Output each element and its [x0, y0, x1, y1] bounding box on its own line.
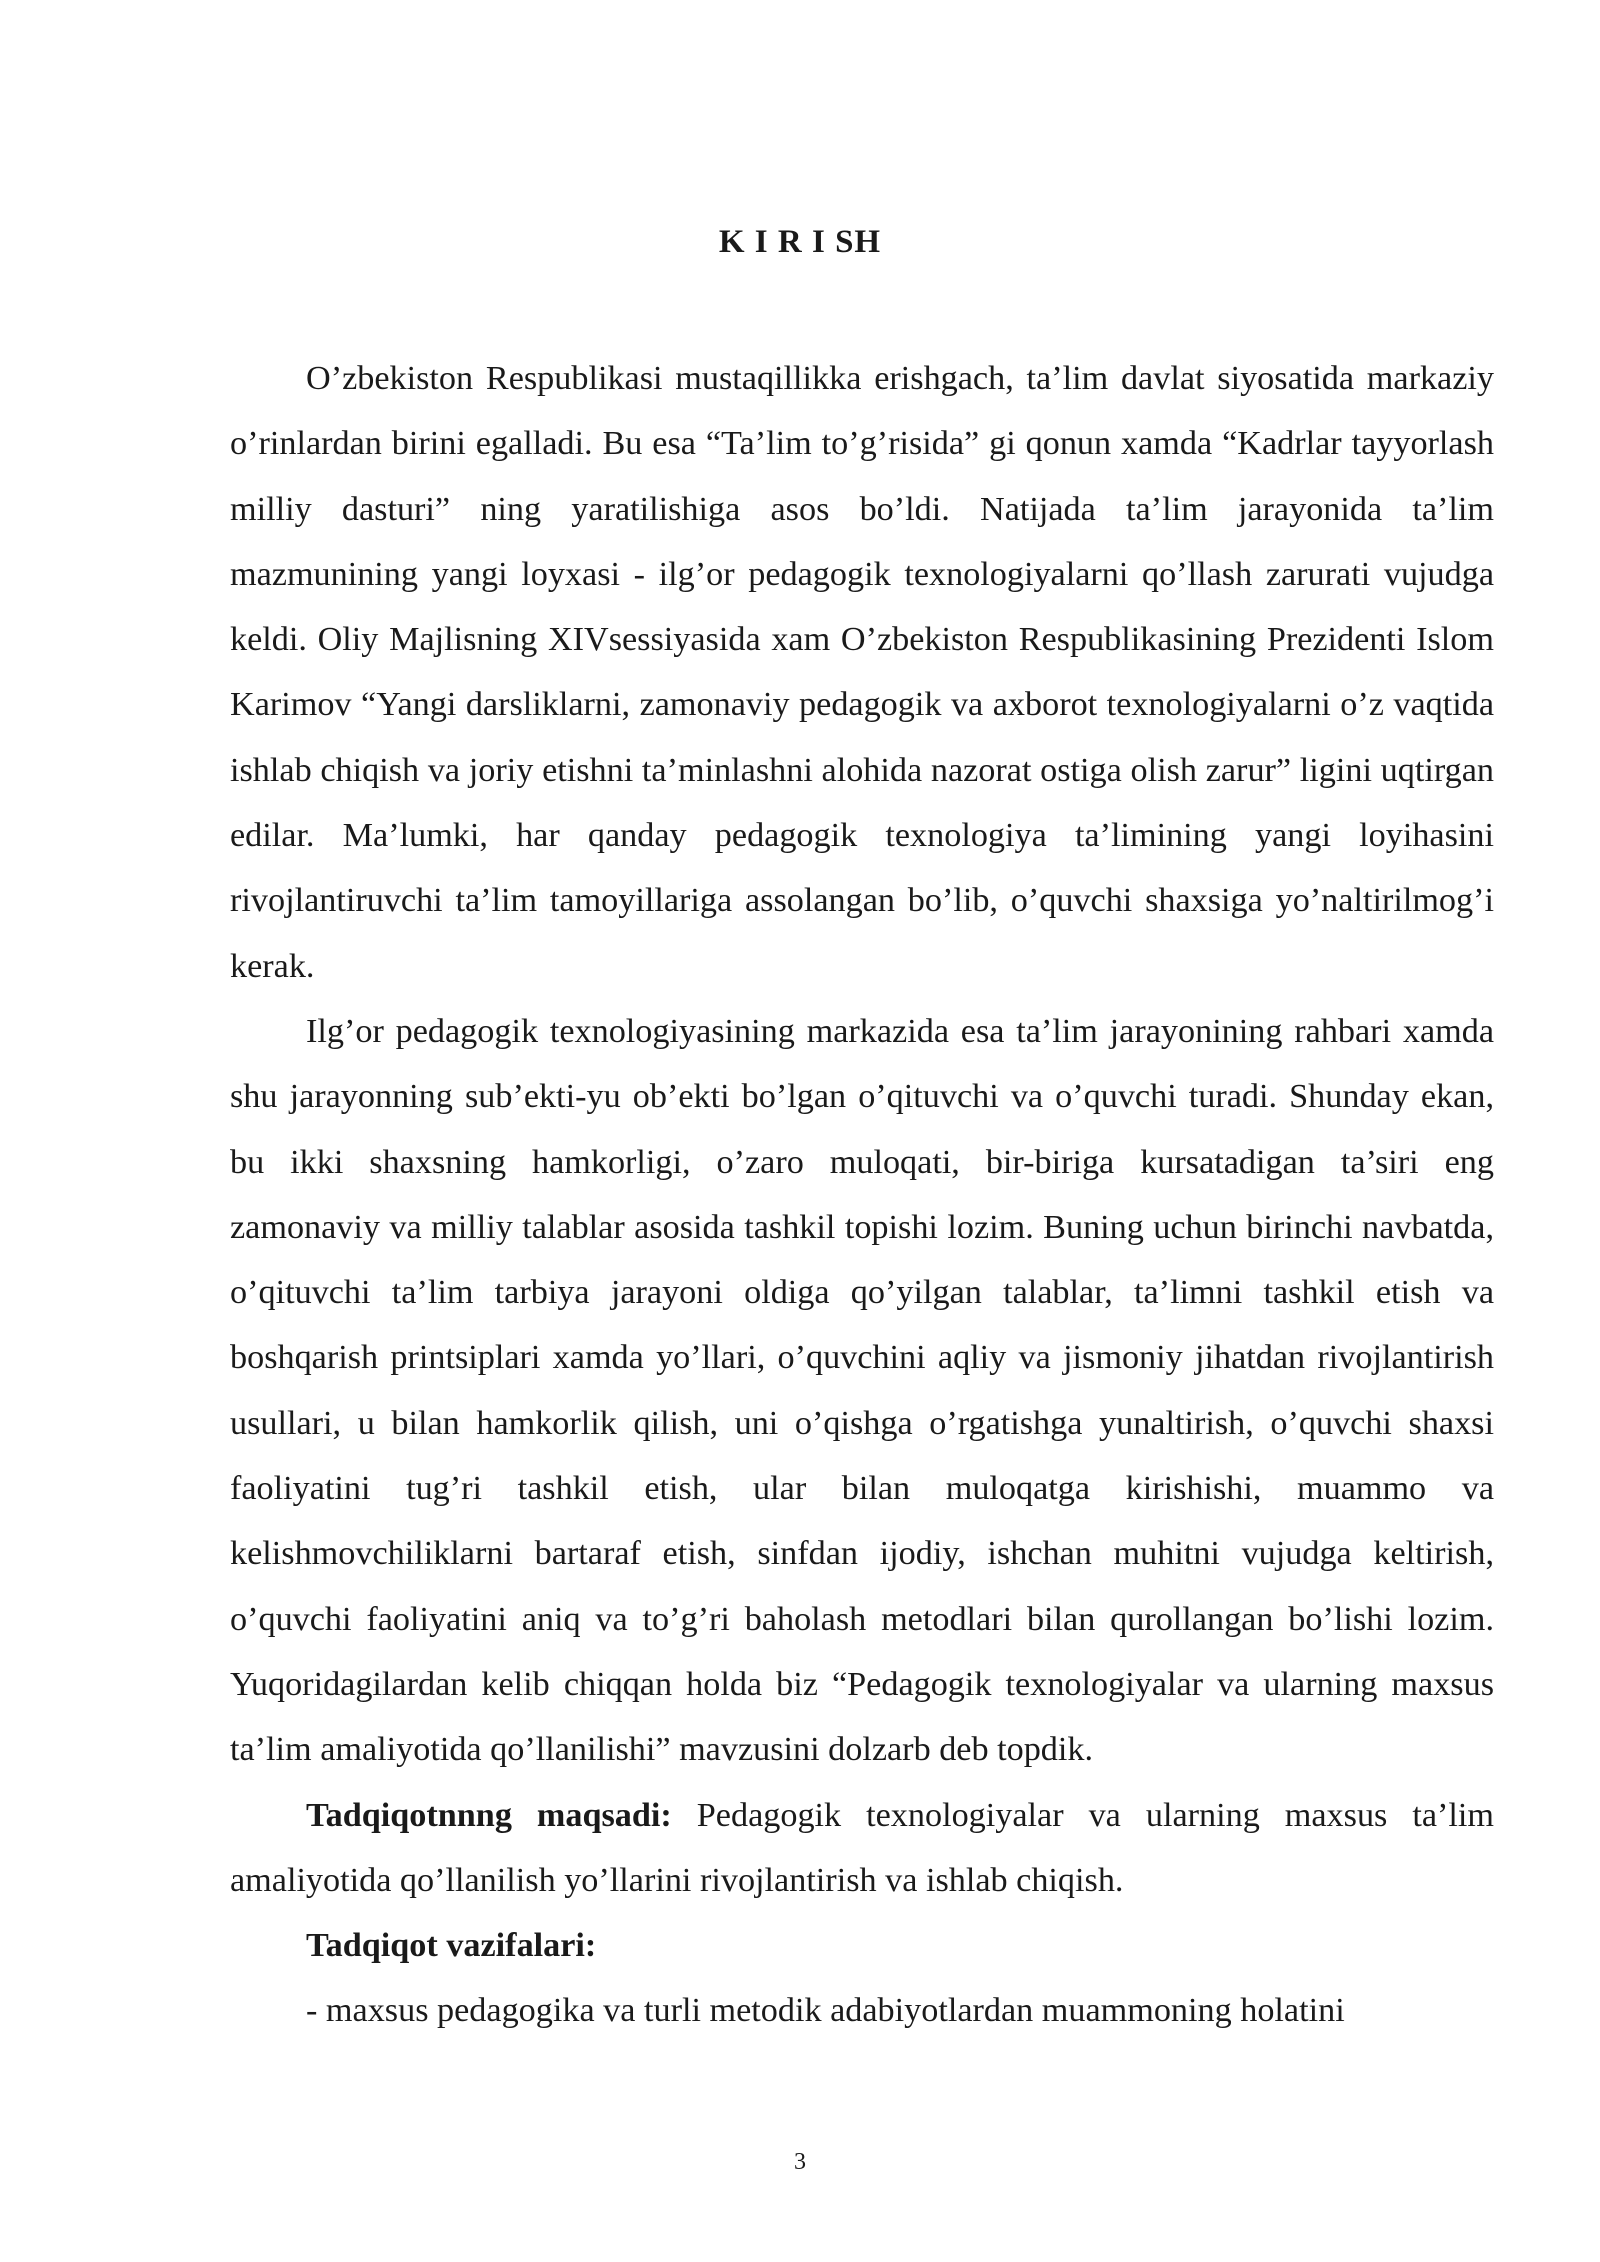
- page-number: 3: [794, 2149, 806, 2175]
- document-title: K I R I SH: [718, 224, 882, 260]
- research-tasks-heading: [230, 1913, 1494, 1978]
- paragraph-pedagogical-technology: Ilg’or pedagogik texnologiyasining markazida esa ta’lim jarayonining rahbari xamda shu jarayonning sub’ekti-yu ob’ekti bo’lgan o’qituvchi va o’quvchi turadi. Shunday ekan, bu ikki shaxsning hamkorligi, o’zaro muloqati, bir-biriga kursatadigan ta’siri eng zamonaviy va milliy talablar asosida tashkil topishi lozim. Buning uchun birinchi navbatda, o’qituvchi ta’lim tarbiya jarayoni oldiga qo’yilgan talablar, ta’limni tashkil etish va boshqarish printsiplari xamda yo’llari, o’quvchini aqliy va jismoniy jihatdan rivojlantirish usullari, u bilan hamkorlik qilish, uni o’qishga o’rgatishga yunaltirish, o’quvchi shaxsi faoliyatini tug’ri tashkil etish, ular bilan muloqatga kirishishi, muammo va kelishmovchiliklarni bartaraf etish, sinfdan ijodiy, ishchan muhitni vujudga keltirish, o’quvchi faoliyatini aniq va to’g’ri baholash metodlari bilan qurollangan bo’lishi lozim. Yuqoridagilardan kelib chiqqan holda biz “Pedagogik texnologiyalar va ularning maxsus ta’lim amaliyotida qo’llanilishi” mavzusini dolzarb deb topdik.: [230, 1012, 1494, 1769]
- research-task-item: - maxsus pedagogika va turli metodik adabiyotlardan muammoning holatini: [306, 1992, 1345, 2030]
- paragraph-intro: O’zbekiston Respublikasi mustaqillikka erishgach, ta’lim davlat siyosatida markaziy o’rinlardan birini egalladi. Bu esa “Ta’lim to’g’risida” gi qonun xamda “Kadrlar tayyorlash milliy dasturi” ning yaratilishiga asos bo’ldi. Natijada ta’lim jarayonida ta’lim mazmunining yangi loyxasi - ilg’or pedagogik texnologiyalarni qo’llash zarurati vujudga keldi. Oliy Majlisning XIVsessiyasida xam O’zbekiston Respublikasining Prezidenti Islom Karimov “Yangi darsliklarni, zamonaviy pedagogik va axborot texnologiyalarni o’z vaqtida ishlab chiqish va joriy etishni ta’minlashni alohida nazorat ostiga olish zarur” ligini uqtirgan edilar. Ma’lumki, har qanday pedagogik texnologiya ta’limining yangi loyihasini rivojlantiruvchi ta’lim tamoyillariga assolangan bo’lib, o’quvchi shaxsiga yo’naltirilmog’i kerak.: [230, 360, 1494, 985]
- research-goal-paragraph: [230, 1783, 1494, 1914]
- research-goal-label: Tadqiqotnnng maqsadi:: [306, 1796, 672, 1834]
- research-goal-text: Pedagogik texnologiyalar va ularning maxsus ta’lim amaliyotida qo’llanilish yo’llarini rivojlantirish va ishlab chiqish.: [230, 1796, 1494, 1899]
- research-tasks-label: Tadqiqot vazifalari:: [306, 1927, 597, 1965]
- document-body: [230, 346, 1494, 2044]
